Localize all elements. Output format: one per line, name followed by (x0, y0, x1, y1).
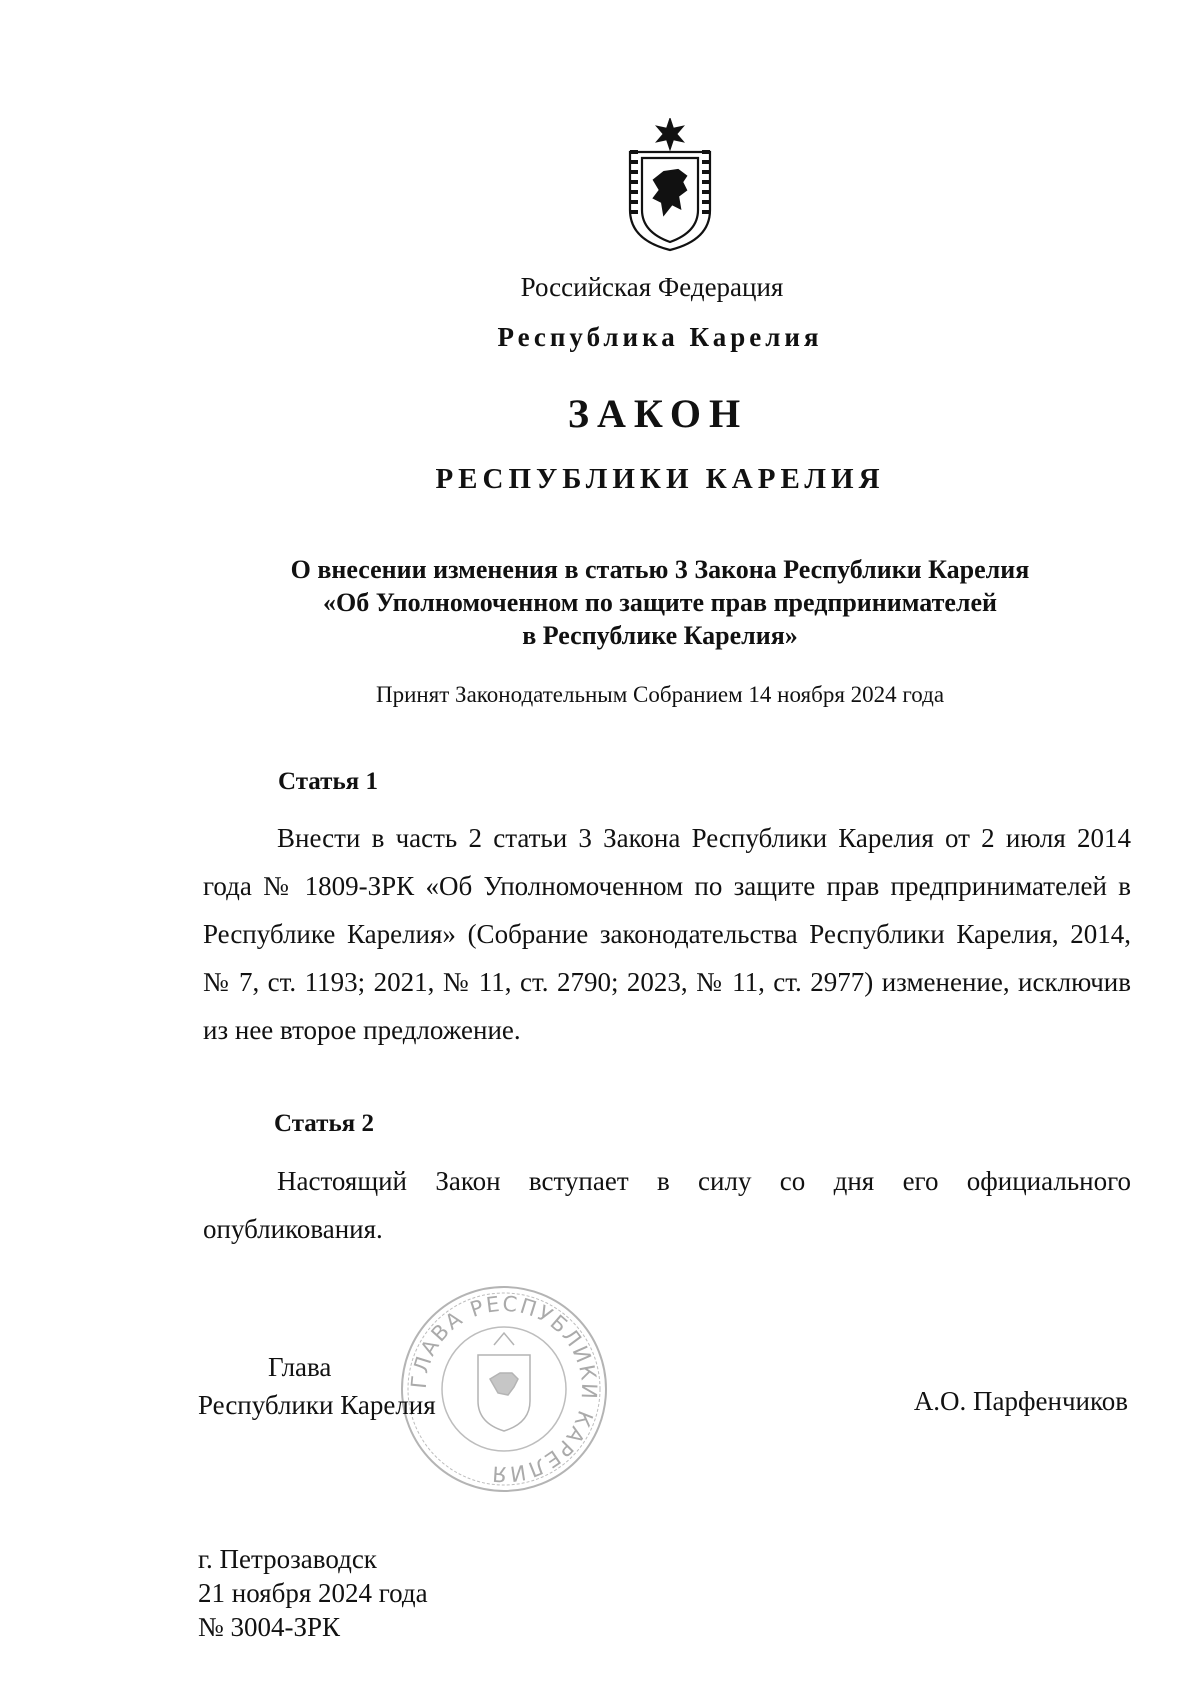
footer-date: 21 ноября 2024 года (198, 1578, 428, 1608)
footer-city: г. Петрозаводск (198, 1544, 377, 1574)
karelia-coat-of-arms-icon (620, 118, 720, 253)
document-footer (198, 1542, 428, 1644)
article-1-heading: Статья 1 (278, 768, 378, 795)
document-type: ЗАКОН (567, 391, 749, 436)
adoption-note: Принят Законодательным Собранием 14 ноября 2024 года (375, 682, 945, 707)
signatory-position (198, 1348, 436, 1424)
article-2-heading: Статья 2 (274, 1110, 374, 1137)
law-title (60, 553, 1200, 652)
signatory-name: А.О. Парфенчиков (913, 1386, 1128, 1416)
law-title-line: О внесении изменения в статью 3 Закона Республики Карелия (290, 555, 1030, 584)
seal-text: ГЛАВА РЕСПУБЛИКИ КАРЕЛИЯ (406, 1291, 602, 1487)
article-2-text: Настоящий Закон вступает в силу со дня его официального опубликования. (203, 1166, 1131, 1244)
document-type-subtitle: РЕСПУБЛИКИ КАРЕЛИЯ (435, 463, 885, 495)
footer-number: № 3004-ЗРК (198, 1612, 341, 1642)
law-title-line: «Об Уполномоченном по защите прав предпринимателей (322, 588, 998, 617)
republic-name: Республика Карелия (497, 322, 823, 352)
law-title-line: в Республике Карелия» (522, 621, 798, 650)
country-name: Российская Федерация (520, 272, 784, 302)
signatory-position-line: Глава (268, 1352, 332, 1382)
signatory-position-line: Республики Карелия (198, 1390, 436, 1420)
article-1-text: Внести в часть 2 статьи 3 Закона Республики Карелия от 2 июля 2014 года № 1809-ЗРК «Об Уполномоченном по защите прав предпринимателей в Республике Карелия» (Собрание законодательства Республики Карелия, 2014, № 7, ст. 1193; 2021, № 11, ст. 2790; 2023, № 11, ст. 2977) изменение, исключив из нее второе предложение. (203, 823, 1131, 1045)
